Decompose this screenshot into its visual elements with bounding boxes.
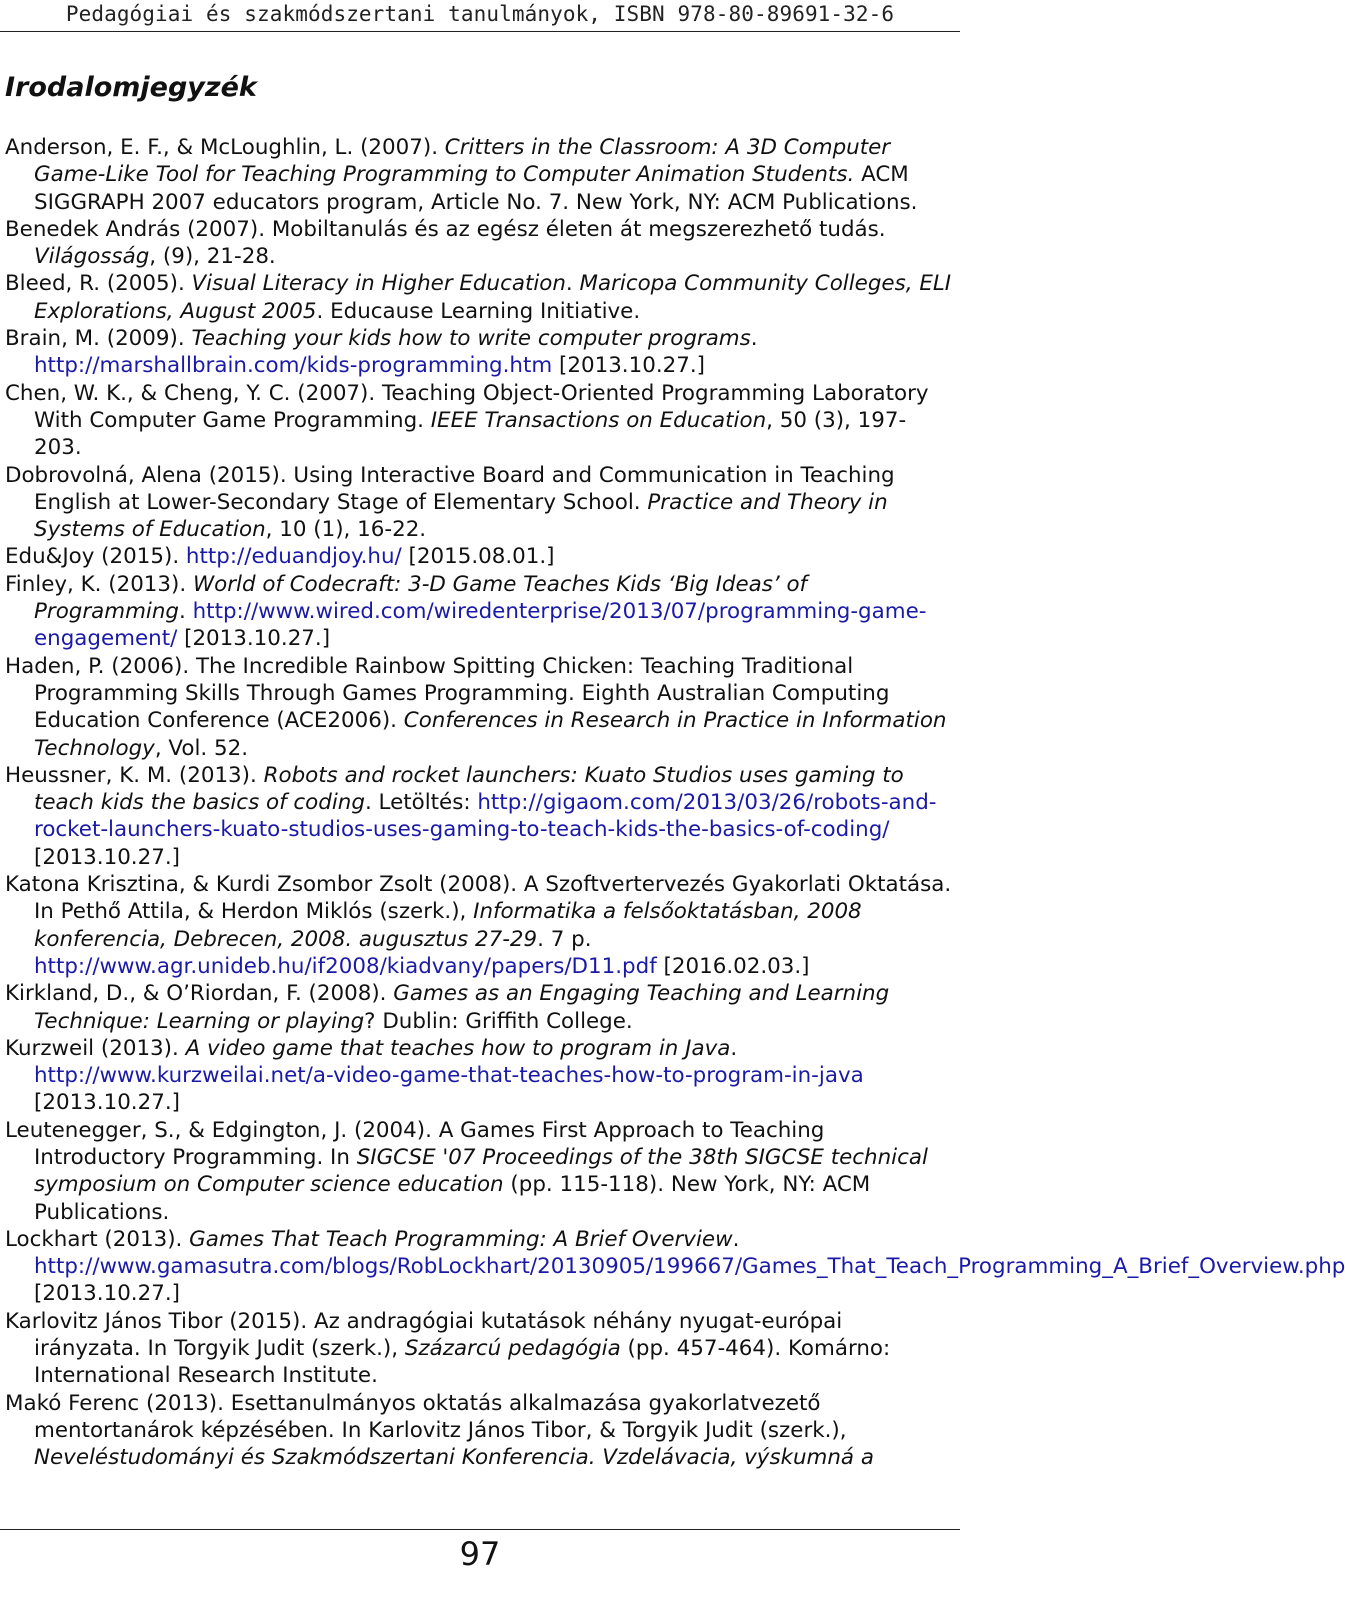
- reference-text: .: [750, 326, 758, 352]
- reference-italic-text: Világosság: [34, 244, 150, 270]
- reference-text: [2016.02.03.]: [656, 953, 810, 979]
- reference-text: .: [730, 1035, 738, 1061]
- reference-text: ? Dublin: Griffith College.: [364, 1008, 633, 1034]
- section-title: Irodalomjegyzék: [5, 72, 257, 103]
- reference-link[interactable]: http://www.agr.unideb.hu/if2008/kiadvany/papers/D11.pdf: [34, 953, 657, 979]
- reference-entry: [5, 270, 953, 325]
- page-number: 97: [459, 1535, 501, 1573]
- reference-entry: [5, 216, 953, 271]
- reference-italic-text: Conferences in Research in Practice in Information Technology: [34, 708, 947, 761]
- reference-link[interactable]: http://www.kurzweilai.net/a-video-game-that-teaches-how-to-program-in-java: [34, 1063, 864, 1089]
- reference-italic-text: Neveléstudományi és Szakmódszertani Konferencia. Vzdelávacia, výskumná a: [34, 1445, 874, 1471]
- reference-text: Dobrovolná, Alena (2015). Using Interactive Board and Communication in Teaching English at Lower-Secondary Stage of Elementary School.: [5, 462, 895, 515]
- reference-italic-text: Robots and rocket launchers: Kuato Studios uses gaming to teach kids the basics of coding: [34, 762, 904, 816]
- reference-text: [2015.08.01.]: [401, 544, 555, 570]
- footer-divider: [0, 1529, 960, 1530]
- reference-text: [2013.10.27.]: [34, 1090, 180, 1116]
- reference-text: .: [565, 271, 580, 297]
- reference-italic-text: Critters in the Classroom: A 3D Computer Game-Like Tool for Teaching Programming to Computer Animation Students.: [34, 135, 891, 188]
- reference-text: Anderson, E. F., & McLoughlin, L. (2007).: [5, 135, 445, 160]
- reference-entry: [5, 653, 953, 762]
- reference-italic-text: World of Codecraft: 3-D Game Teaches Kids ‘Big Ideas’ of Programming: [34, 571, 808, 625]
- reference-text: Benedek András (2007). Mobiltanulás és az egész életen át megszerezhető tudás.: [5, 216, 886, 242]
- reference-italic-text: Games That Teach Programming: A Brief Overview: [189, 1226, 733, 1252]
- reference-link[interactable]: http://marshallbrain.com/kids-programming.htm: [34, 353, 553, 379]
- running-header: Pedagógiai és szakmódszertani tanulmányok, ISBN 978-80-89691-32-6: [65, 2, 895, 26]
- reference-text: Karlovitz János Tibor (2015). Az andragógiai kutatások néhány nyugat-európai irányzata. In Torgyik Judit (szerk.),: [5, 1308, 843, 1362]
- reference-text: [2013.10.27.]: [34, 844, 180, 870]
- reference-list: [5, 134, 1345, 1472]
- reference-entry: [5, 380, 953, 462]
- reference-text: Bleed, R. (2005).: [5, 271, 192, 297]
- reference-text: (pp. 457-464). Komárno: International Research Institute.: [34, 1336, 891, 1389]
- reference-italic-text: SIGCSE '07 Proceedings of the 38th SIGCSE technical symposium on Computer science education: [34, 1144, 928, 1198]
- reference-entry: [5, 980, 953, 1035]
- reference-text: Kurzweil (2013).: [5, 1035, 186, 1061]
- header-divider: [0, 31, 960, 32]
- reference-text: Lockhart (2013).: [5, 1226, 190, 1252]
- reference-entry: [5, 1226, 1345, 1308]
- reference-entry: [5, 134, 953, 216]
- reference-link[interactable]: http://gigaom.com/2013/03/26/robots-and-rocket-launchers-kuato-studios-uses-gaming-to-teach-kids-the-basics-of-coding/: [34, 790, 937, 843]
- reference-italic-text: IEEE Transactions on Education: [430, 407, 767, 433]
- reference-italic-text: Visual Literacy in Higher Education: [191, 271, 566, 297]
- reference-italic-text: Teaching your kids how to write computer programs: [191, 326, 751, 352]
- reference-text: , 10 (1), 16-22.: [265, 517, 427, 543]
- reference-entry: [5, 571, 953, 653]
- reference-link[interactable]: http://eduandjoy.hu/: [185, 544, 402, 570]
- reference-text: ACM SIGGRAPH 2007 educators program, Article No. 7. New York, NY: ACM Publications.: [34, 162, 918, 215]
- reference-entry: [5, 871, 953, 980]
- reference-text: , Vol. 52.: [154, 735, 249, 761]
- reference-entry: [5, 762, 953, 871]
- reference-text: Heussner, K. M. (2013).: [5, 762, 264, 788]
- reference-entry: [5, 1117, 953, 1226]
- reference-text: Brain, M. (2009).: [5, 326, 192, 352]
- reference-link[interactable]: http://www.wired.com/wiredenterprise/2013/07/programming-game-engagement/: [34, 599, 927, 652]
- reference-text: .: [179, 599, 193, 625]
- reference-italic-text: Games as an Engaging Teaching and Learning Technique: Learning or playing: [34, 981, 890, 1034]
- reference-text: Leutenegger, S., & Edgington, J. (2004). A Games First Approach to Teaching Introductory Programming. In: [5, 1117, 825, 1170]
- reference-entry: [5, 1390, 953, 1472]
- reference-entry: [5, 1308, 953, 1390]
- reference-text: , 50 (3), 197-203.: [34, 407, 907, 461]
- reference-text: [2013.10.27.]: [177, 626, 331, 652]
- reference-text: Makó Ferenc (2013). Esettanulmányos oktatás alkalmazása gyakorlatvezető mentortanárok képzésében. In Karlovitz János Tibor, & Torgyik Judit (szerk.),: [5, 1390, 847, 1443]
- reference-text: Kirkland, D., & O’Riordan, F. (2008).: [5, 981, 394, 1007]
- reference-text: Haden, P. (2006). The Incredible Rainbow Spitting Chicken: Teaching Traditional Programming Skills Through Games Programming. Eighth Australian Computing Education Conference (ACE2006).: [5, 653, 890, 734]
- reference-entry: [5, 543, 953, 570]
- reference-text: Katona Krisztina, & Kurdi Zsombor Zsolt (2008). A Szoftvertervezés Gyakorlati Oktatása. In Pethő Attila, & Herdon Miklós (szerk.),: [5, 872, 952, 925]
- reference-italic-text: Practice and Theory in Systems of Education: [34, 489, 888, 543]
- reference-text: .: [732, 1226, 740, 1252]
- reference-text: [2013.10.27.]: [552, 353, 705, 379]
- reference-italic-text: A video game that teaches how to program in Java: [185, 1035, 731, 1061]
- reference-entry: [5, 1035, 953, 1117]
- reference-text: Chen, W. K., & Cheng, Y. C. (2007). Teaching Object-Oriented Programming Laboratory With Computer Game Programming.: [5, 380, 929, 433]
- reference-entry: [5, 325, 953, 380]
- reference-text: Finley, K. (2013).: [5, 571, 193, 597]
- reference-italic-text: Maricopa Community Colleges, ELI Explorations, August 2005: [34, 271, 952, 324]
- reference-text: . 7 p.: [537, 926, 592, 952]
- reference-italic-text: Informatika a felsőoktatásban, 2008 konferencia, Debrecen, 2008. augusztus 27-29: [34, 899, 862, 952]
- reference-link[interactable]: http://www.gamasutra.com/blogs/RobLockhart/20130905/199667/Games_That_Teach_Programming_A_Brief_Overview.php: [34, 1254, 1345, 1280]
- reference-entry: [5, 462, 953, 544]
- reference-text: . Educause Learning Initiative.: [316, 298, 641, 324]
- reference-text: Edu&Joy (2015).: [5, 544, 186, 570]
- reference-text: (pp. 115-118). New York, NY: ACM Publications.: [34, 1172, 871, 1225]
- reference-text: . Letöltés:: [364, 790, 478, 816]
- reference-italic-text: Százarcú pedagógia: [404, 1336, 621, 1362]
- reference-text: [2013.10.27.]: [34, 1281, 180, 1307]
- reference-text: , (9), 21-28.: [149, 244, 276, 270]
